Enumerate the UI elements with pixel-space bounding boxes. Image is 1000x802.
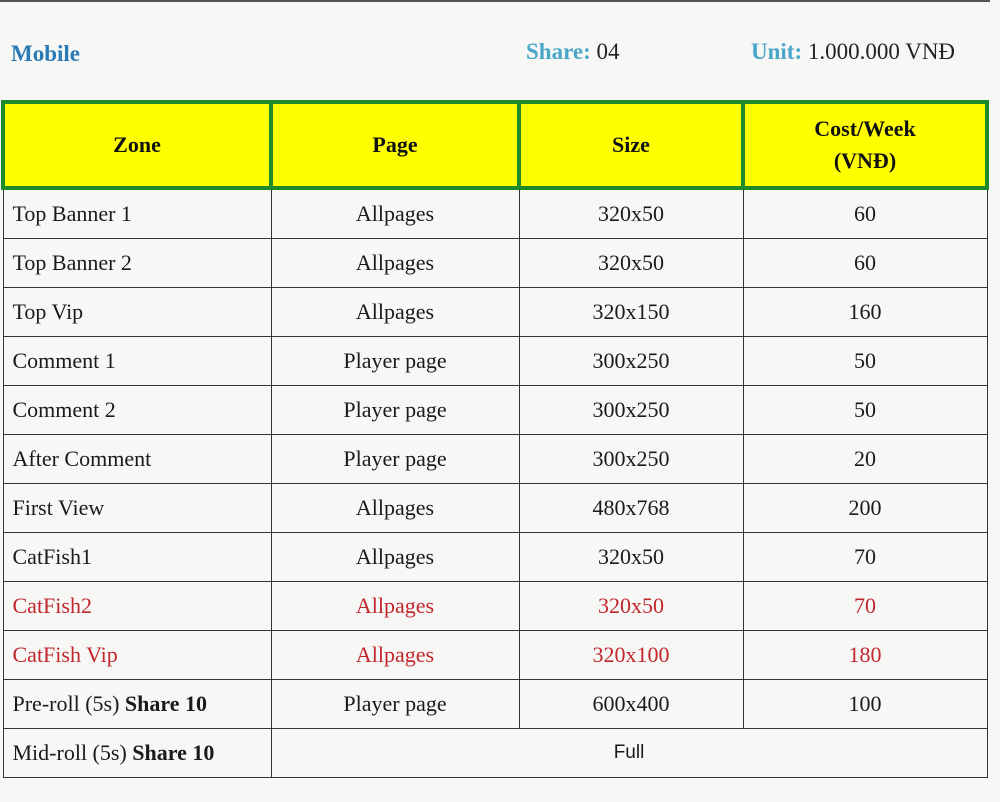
page-cell: Allpages [271, 188, 519, 239]
unit-value: 1.000.000 VNĐ [807, 39, 956, 64]
page-cell: Player page [271, 680, 519, 729]
zone-cell: Top Banner 2 [3, 239, 271, 288]
column-header-zone: Zone [3, 102, 271, 188]
table-row-highlighted [3, 631, 987, 680]
table-row [3, 680, 987, 729]
page-cell: Allpages [271, 631, 519, 680]
page-cell: Player page [271, 435, 519, 484]
table-row [3, 484, 987, 533]
column-header-page: Page [271, 102, 519, 188]
size-cell: 300x250 [519, 337, 743, 386]
zone-share-note: Share 10 [132, 740, 215, 765]
table-row-highlighted [3, 582, 987, 631]
size-cell: 320x50 [519, 582, 743, 631]
cost-cell: 180 [743, 631, 987, 680]
table-row [3, 729, 987, 778]
platform-title: Mobile [11, 41, 80, 66]
table-row [3, 533, 987, 582]
table-row [3, 435, 987, 484]
size-cell: 320x50 [519, 188, 743, 239]
zone-cell: CatFish2 [3, 582, 271, 631]
size-cell: 320x100 [519, 631, 743, 680]
size-cell: 320x150 [519, 288, 743, 337]
size-cell: 480x768 [519, 484, 743, 533]
cost-cell: 160 [743, 288, 987, 337]
table-row [3, 188, 987, 239]
share-label: Share: [526, 39, 591, 64]
full-span-cell: Full [271, 729, 987, 778]
table-row [3, 337, 987, 386]
size-cell: 320x50 [519, 239, 743, 288]
cost-cell: 50 [743, 337, 987, 386]
zone-cell: After Comment [3, 435, 271, 484]
table-row [3, 386, 987, 435]
unit-label: Unit: [751, 39, 803, 64]
share-info [526, 38, 620, 66]
column-header-cost-line2: (VNĐ) [833, 148, 897, 173]
size-cell: 300x250 [519, 435, 743, 484]
cost-cell: 200 [743, 484, 987, 533]
cost-cell: 70 [743, 582, 987, 631]
page-cell: Allpages [271, 484, 519, 533]
cost-cell: 20 [743, 435, 987, 484]
page-cell: Allpages [271, 582, 519, 631]
zone-name: Pre-roll (5s) [12, 691, 120, 716]
zone-cell: Top Vip [3, 288, 271, 337]
table-row [3, 239, 987, 288]
zone-name: Mid-roll (5s) [12, 740, 127, 765]
cost-cell: 50 [743, 386, 987, 435]
page-cell: Allpages [271, 288, 519, 337]
zone-cell: CatFish Vip [3, 631, 271, 680]
page-cell: Player page [271, 386, 519, 435]
cost-cell: 60 [743, 239, 987, 288]
cost-cell: 100 [743, 680, 987, 729]
zone-cell [3, 729, 271, 778]
zone-cell [3, 680, 271, 729]
cost-cell: 60 [743, 188, 987, 239]
table-row [3, 288, 987, 337]
zone-cell: First View [3, 484, 271, 533]
column-header-cost [743, 102, 987, 188]
page-cell: Player page [271, 337, 519, 386]
table-header [3, 102, 987, 188]
share-value: 04 [596, 39, 620, 64]
zone-share-note: Share 10 [124, 691, 208, 716]
unit-info [751, 38, 955, 66]
page-cell: Allpages [271, 533, 519, 582]
zone-cell: Top Banner 1 [3, 188, 271, 239]
page-cell: Allpages [271, 239, 519, 288]
size-cell: 600x400 [519, 680, 743, 729]
column-header-cost-line1: Cost/Week [814, 116, 916, 141]
column-header-size: Size [519, 102, 743, 188]
size-cell: 320x50 [519, 533, 743, 582]
pricing-table [1, 100, 989, 778]
page-header [0, 0, 1000, 100]
size-cell: 300x250 [519, 386, 743, 435]
zone-cell: Comment 1 [3, 337, 271, 386]
zone-cell: CatFish1 [3, 533, 271, 582]
zone-cell: Comment 2 [3, 386, 271, 435]
cost-cell: 70 [743, 533, 987, 582]
